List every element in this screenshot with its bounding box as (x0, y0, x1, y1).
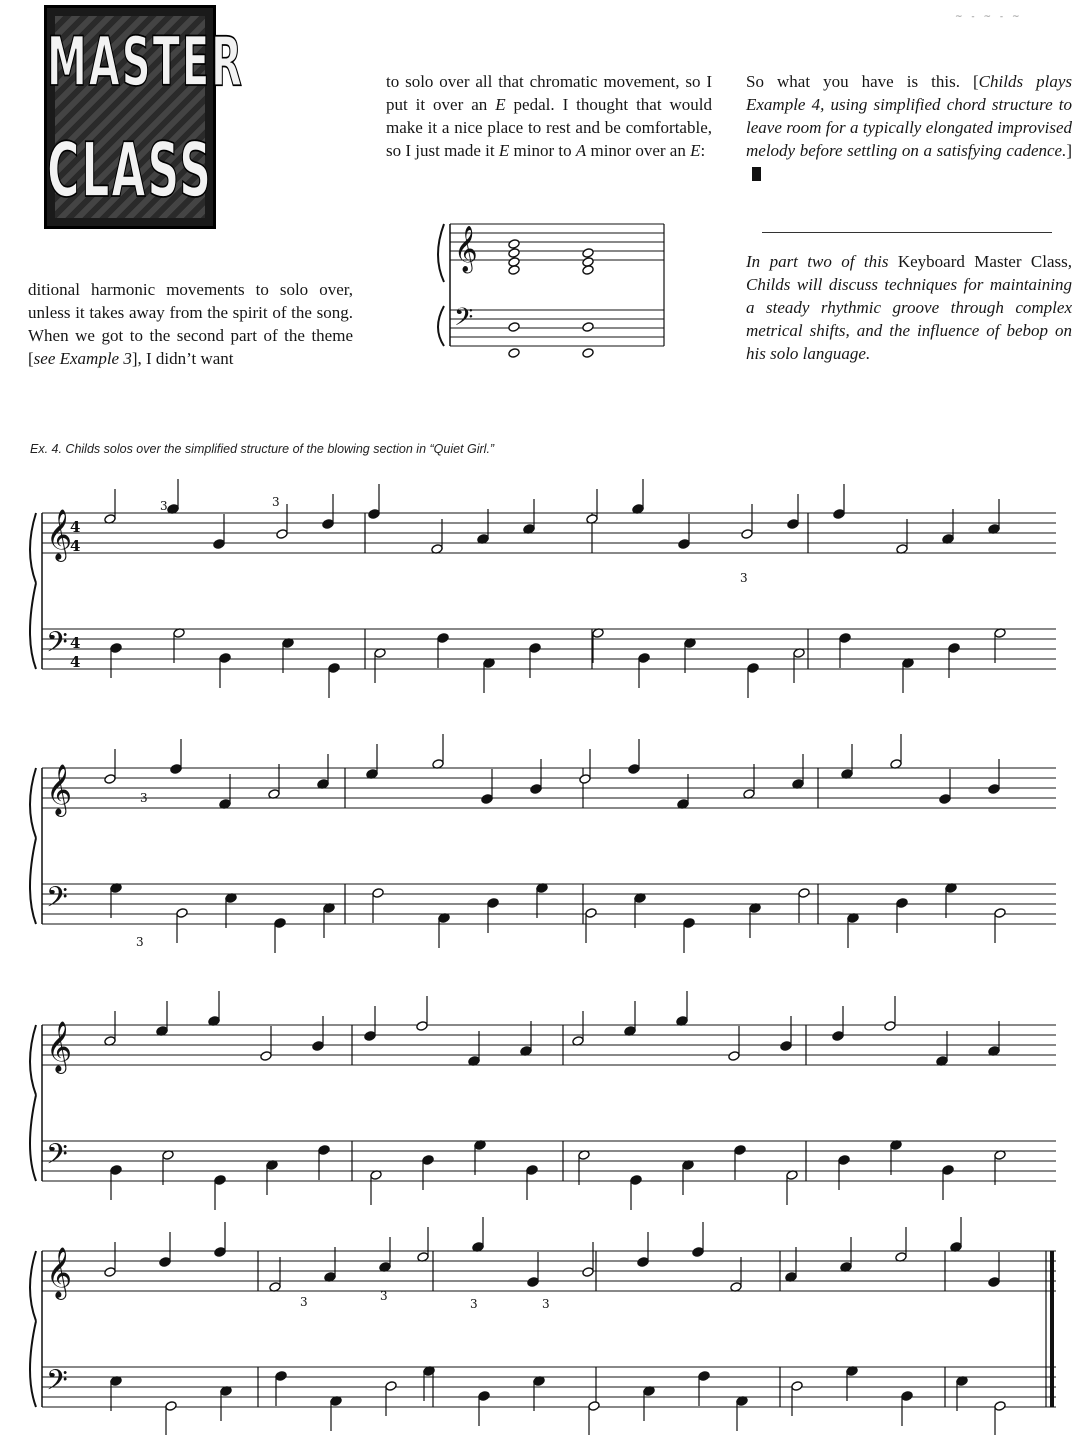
notehead (692, 1247, 704, 1258)
time-sig-top: 4 (70, 518, 81, 536)
system-brace (30, 1025, 36, 1181)
time-sig-top: 4 (70, 634, 81, 652)
notehead (508, 239, 520, 250)
notehead (939, 794, 951, 805)
col2-text-2: pedal. I thought that would make it a nice place to rest and be comfortable, so I just made it (386, 95, 713, 160)
notehead (747, 663, 759, 674)
triplet-mark: 3 (272, 495, 280, 509)
notehead (368, 509, 380, 520)
triplet-mark: 3 (160, 499, 168, 513)
notehead (170, 764, 182, 775)
notehead (312, 1041, 324, 1052)
triplet-mark: 3 (740, 571, 748, 585)
notehead (275, 1371, 287, 1382)
small-brace (438, 224, 444, 346)
bass-clef: 𝄢 (454, 303, 474, 338)
notehead (698, 1371, 710, 1382)
notehead (833, 509, 845, 520)
notehead (839, 633, 851, 644)
notehead (582, 322, 594, 333)
treble-clef: 𝄞 (46, 1247, 73, 1298)
notehead (529, 643, 541, 654)
treble-clef: 𝄞 (454, 226, 478, 272)
notehead (104, 774, 116, 785)
notehead (213, 539, 225, 550)
notehead (585, 908, 597, 919)
logo-word-class: CLASS (47, 128, 213, 215)
triplet-mark: 3 (136, 935, 144, 949)
triplet-mark: 3 (542, 1297, 550, 1311)
notehead (838, 1155, 850, 1166)
notehead (508, 265, 520, 276)
notehead (385, 1381, 397, 1392)
notehead (683, 918, 695, 929)
logo-word-master: MASTER (47, 23, 244, 103)
notehead (110, 1165, 122, 1176)
bass-clef: 𝄢 (46, 1138, 68, 1178)
teaser-text-2: , Childs will discuss techniques for maintaining a steady rhythmic groove through complex metrical shifts, and the influence of bebop on his solo language. (746, 252, 1072, 363)
final-barline-thick (1050, 1251, 1054, 1407)
col3-text-1: So what you have is this. [ (746, 72, 979, 91)
bass-clef: 𝄢 (46, 881, 68, 921)
bass-clef: 𝄢 (46, 1364, 68, 1404)
notehead (322, 519, 334, 530)
treble-clef: 𝄞 (46, 764, 73, 815)
notehead (628, 764, 640, 775)
notehead (478, 1391, 490, 1402)
example-4-score (30, 479, 1056, 1435)
notehead (988, 1277, 1000, 1288)
notehead (884, 1021, 896, 1032)
col2-text-5: : (700, 141, 706, 160)
notehead (364, 1031, 376, 1042)
notehead (994, 908, 1006, 919)
notehead (104, 1267, 116, 1278)
col2-text-4: minor over an (586, 141, 691, 160)
notehead (994, 1401, 1006, 1412)
notehead (422, 1155, 434, 1166)
col2-em-3: A (575, 141, 587, 160)
notehead (508, 348, 520, 359)
teaser-magazine-name: Keyboard (897, 252, 965, 271)
notehead (165, 1401, 177, 1412)
notehead (527, 1277, 539, 1288)
time-sig-bottom: 4 (70, 537, 81, 555)
notehead (638, 653, 650, 664)
notehead (487, 898, 499, 909)
col2-em-2: E (498, 141, 510, 160)
col1-emphasis: see Example 3 (33, 349, 132, 368)
notehead (741, 529, 753, 540)
notehead (219, 653, 231, 664)
notehead (942, 1165, 954, 1176)
example-3-small-score (438, 224, 664, 358)
notehead (508, 248, 520, 259)
notehead (734, 1145, 746, 1156)
treble-clef: 𝄞 (46, 1021, 73, 1072)
col3-emphasis: Childs plays Example 4, using simplified chord structure to leave room for a typically elongated improvised melody before settling on a satisfying cadence. (746, 72, 1072, 160)
notehead (214, 1247, 226, 1258)
notehead (728, 1051, 740, 1062)
notehead (328, 663, 340, 674)
scan-smudge: ~ ‐ ~ ‐ ~ (955, 12, 1023, 22)
notehead (896, 898, 908, 909)
notehead (948, 643, 960, 654)
triplet-mark: 3 (300, 1295, 308, 1309)
system-brace (30, 768, 36, 924)
notehead (787, 519, 799, 530)
notehead (508, 322, 520, 333)
notehead (582, 1267, 594, 1278)
notehead (416, 1021, 428, 1032)
notehead (901, 1391, 913, 1402)
bass-clef: 𝄢 (46, 626, 68, 666)
notehead (530, 784, 542, 795)
notehead (637, 1257, 649, 1268)
notehead (274, 918, 286, 929)
time-sig-bottom: 4 (70, 653, 81, 671)
notehead (481, 794, 493, 805)
triplet-mark: 3 (140, 791, 148, 805)
teaser-text-1: In part two of this (746, 252, 898, 271)
col2-em-4: E (690, 141, 701, 160)
notehead (630, 1175, 642, 1186)
col2-em-1: E (495, 95, 506, 114)
notehead (678, 539, 690, 550)
col1-text-2: ], I didn’t want (131, 349, 234, 368)
notehead (276, 529, 288, 540)
notehead (110, 643, 122, 654)
notehead (582, 348, 594, 359)
notehead (798, 888, 810, 899)
col2-text-3: minor to (509, 141, 576, 160)
notehead (159, 1257, 171, 1268)
teaser-column-name: Master Class (974, 252, 1068, 271)
notehead (526, 1165, 538, 1176)
notehead (260, 1051, 272, 1062)
notehead (791, 1381, 803, 1392)
col3-text-2: ] (1066, 141, 1072, 160)
notehead (176, 908, 188, 919)
treble-clef: 𝄞 (46, 509, 73, 560)
triplet-mark: 3 (470, 1297, 478, 1311)
notehead (832, 1031, 844, 1042)
triplet-mark: 3 (380, 1289, 388, 1303)
notehead (588, 1401, 600, 1412)
notehead (372, 888, 384, 899)
notehead (582, 248, 594, 259)
notehead (988, 784, 1000, 795)
col1-text-1: ditional harmonic movements to solo over, unless it takes away from the spirit of the song. When we got to the second part of the theme [ (28, 280, 353, 368)
notehead (582, 265, 594, 276)
example-caption: Ex. 4. Childs solos over the simplified structure of the blowing section in “Quiet Girl.” (30, 442, 495, 456)
system-brace (30, 513, 36, 669)
notehead (780, 1041, 792, 1052)
notehead (318, 1145, 330, 1156)
notehead (437, 633, 449, 644)
notehead (579, 774, 591, 785)
notehead (214, 1175, 226, 1186)
col2-text-1: to solo over all that chromatic movement, so I put it over an (386, 72, 712, 114)
system-brace (30, 1251, 36, 1407)
